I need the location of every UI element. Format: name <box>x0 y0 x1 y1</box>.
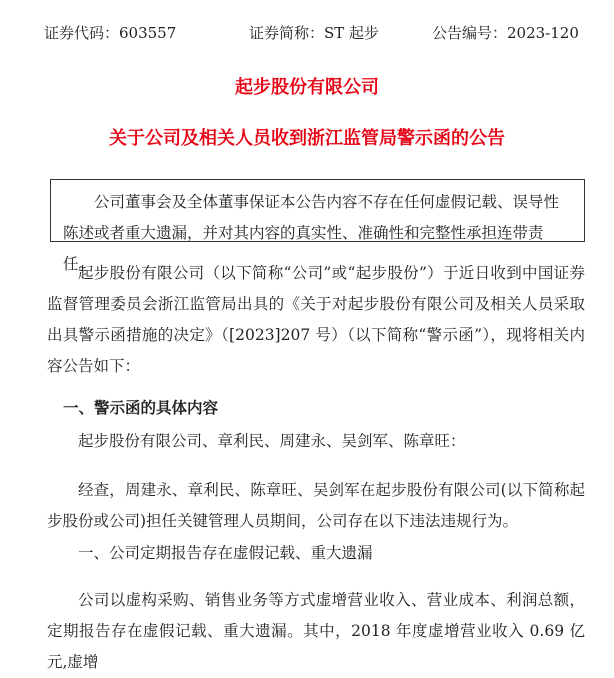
addressees-line: 起步股份有限公司、章利民、周建永、吴剑军、陈章旺： <box>78 432 466 450</box>
announcement-number: 公告编号：2023-120 <box>432 24 579 42</box>
stock-code: 证券代码：603557 <box>44 24 177 42</box>
stock-abbreviation: 证券简称：ST 起步 <box>249 24 380 42</box>
header-row <box>0 22 614 44</box>
board-guarantee-notice: 公司董事会及全体董事保证本公告内容不存在任何虚假记载、误导性陈述或者重大遗漏，并对其内容的真实性、准确性和完整性承担连带责任。 <box>50 179 585 242</box>
intro-paragraph: 起步股份有限公司（以下简称“公司”或“起步股份”）于近日收到中国证券监督管理委员会浙江监管局出具的《关于对起步股份有限公司及相关人员采取出具警示函措施的决定》（[2023]207 号）（以下简称“警示函”），现将相关内容公告如下： <box>47 264 585 375</box>
section-heading: 一、警示函的具体内容 <box>63 399 219 417</box>
detail-paragraph: 公司以虚构采购、销售业务等方式虚增营业收入、营业成本、利润总额，定期报告存在虚假记载、重大遗漏。其中，2018 年度虚增营业收入 0.69 亿元,虚增 <box>47 591 585 671</box>
announcement-title: 关于公司及相关人员收到浙江监管局警示函的公告 <box>109 128 505 149</box>
company-name: 起步股份有限公司 <box>235 77 379 98</box>
subsection-heading: 一、公司定期报告存在虚假记载、重大遗漏 <box>78 544 373 562</box>
findings-paragraph: 经查，周建永、章利民、陈章旺、吴剑军在起步股份有限公司(以下简称起步股份或公司)担任关键管理人员期间，公司存在以下违法违规行为。 <box>47 481 585 530</box>
